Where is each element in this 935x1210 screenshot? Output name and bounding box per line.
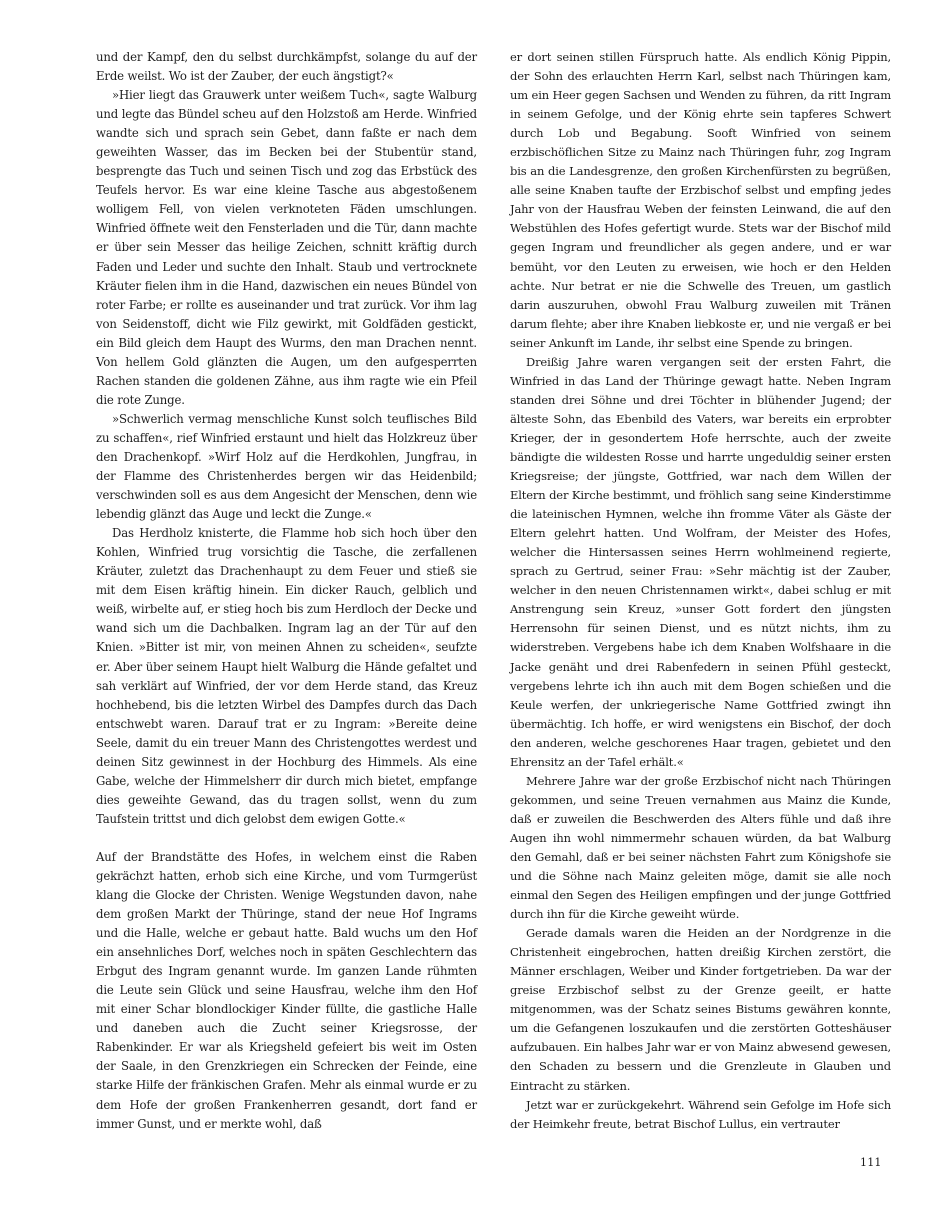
- paragraph: »Hier liegt das Grauwerk unter weißem Tuch«, sagte Walburg und legte das Bündel scheu auf den Holzstoß am Herde. Winfried wandte sich und sprach sein Gebet, dann faßte er nach dem geweihten Wasser, das im Becken bei der Stubentür stand, besprengte das Tuch und seinen Tisch und zog das Erbstück des Teufels hervor. Es war eine kleine Tasche aus abgestoßenem wolligem Fell, von vielen verknoteten Fäden umschlungen. Winfried öffnete weit den Fensterladen und die Tür, dann machte er über sein Messer das heilige Zeichen, schnitt kräftig durch Faden und Leder und suchte den Inhalt. Staub und vertrocknete Kräuter fielen ihm in die Hand, dazwischen ein neues Bündel von roter Farbe; er rollte es auseinander und trat zurück. Vor ihm lag von Seidenstoff, dicht wie Filz gewirkt, mit Goldfäden gestickt, ein Bild gleich dem Haupt des Wurms, den man Drachen nennt. Von hellem Gold glänzten die Augen, um den aufgesperrten Rachen standen die goldenen Zähne, aus ihm ragte wie ein Pfeil die rote Zunge.: [96, 88, 477, 407]
- paragraph: und der Kampf, den du selbst durchkämpfst, solange du auf der Erde weilst. Wo ist der Zauber, der euch ängstigt?«: [96, 50, 477, 84]
- paragraph: Gerade damals waren die Heiden an der Nordgrenze in die Christenheit eingebrochen, hatten dreißig Kirchen zerstört, die Männer erschlagen, Weiber und Kinder fortgetrieben. Da war der greise Erzbischof selbst zu der Grenze geeilt, er hatte mitgenommen, was der Schatz seines Bistums gewähren konnte, um die Gefangenen loszukaufen und die zerstörten Gotteshäuser aufzubauen. Ein halbes Jahr war er von Mainz abwesend gewesen, den Schaden zu bessern und die Grenzleute in Glauben und Eintracht zu stärken.: [510, 926, 891, 1093]
- paragraph-section-start: Auf der Brandstätte des Hofes, in welchem einst die Raben gekrächzt hatten, erhob sich eine Kirche, und vom Turmgerüst klang die Glocke der Christen. Wenige Wegstunden davon, nahe dem großen Markt der Thüringe, stand der neue Hof Ingrams und die Halle, welche er gebaut hatte. Bald wuchs um den Hof ein ansehnliches Dorf, welches noch in späten Geschlechtern das Erbgut des Ingram genannt wurde. Im ganzen Lande rühmten die Leute sein Glück und seine Hausfrau, welche ihm den Hof mit einer Schar blondlockiger Kinder füllte, die gastliche Halle und daneben auch die Zucht seiner Kriegsrosse, der Rabenkinder. Er war als Kriegsheld gefeiert bis weit im Osten der Saale, in den Grenzkriegen ein Schrecken der Feinde, eine starke Hilfe der fränkischen Grafen. Mehr als einmal wurde er zu dem Hofe der großen Frankenherren gesandt, dort fand er immer Gunst, und er merkte wohl, daß: [96, 849, 477, 1131]
- left-text-column: [96, 48, 477, 1134]
- paragraph: »Schwerlich vermag menschliche Kunst solch teuflisches Bild zu schaffen«, rief Winfried erstaunt und hielt das Holzkreuz über den Drachenkopf. »Wirf Holz auf die Herdkohlen, Jungfrau, in der Flamme des Christenherdes bergen wir das Heidenbild; verschwinden soll es aus dem Angesicht der Menschen, denn wie lebendig glänzt das Auge und leckt die Zunge.«: [96, 411, 477, 522]
- paragraph: Das Herdholz knisterte, die Flamme hob sich hoch über den Kohlen, Winfried trug vorsichtig die Tasche, die zerfallenen Kräuter, zuletzt das Drachenhaupt zu dem Feuer und stieß sie mit dem Eisen kräftig hinein. Ein dicker Rauch, gelblich und weiß, wirbelte auf, er stieg hoch bis zum Herdloch der Decke und wand sich um die Dachbalken. Ingram lag an der Tür auf den Knien. »Bitter ist mir, von meinen Ahnen zu scheiden«, seufzte er. Aber über seinem Haupt hielt Walburg die Hände gefaltet und sah verklärt auf Winfried, der vor dem Herde stand, das Kreuz hochhebend, bis die letzten Wirbel des Dampfes durch das Dach entschwebt waren. Darauf trat er zu Ingram: »Bereite deine Seele, damit du ein treuer Mann des Christengottes werdest und deinen Sitz gewinnest in der Hochburg des Himmels. Als eine Gabe, welche der Himmelsherr dir durch mich bietet, empfange dies geweihte Gewand, das du tragen sollst, wenn du zum Taufstein trittst und dich gelobst dem ewigen Gotte.«: [96, 526, 477, 826]
- paragraph: Dreißig Jahre waren vergangen seit der ersten Fahrt, die Winfried in das Land der Thüringe gewagt hatte. Neben Ingram standen drei Söhne und drei Töchter in blühender Jugend; der älteste Sohn, das Ebenbild des Vaters, war bereits ein erprobter Krieger, der in gesondertem Hofe herrschte, auch der zweite bändigte die wildesten Rosse und harrte ungeduldig seiner ersten Kriegsreise; der jüngste, Gottfried, war nach dem Willen der Eltern der Kirche bestimmt, und fröhlich sang seine Kinderstimme die lateinischen Hymnen, welche ihn fromme Väter als Gäste der Eltern gelehrt hatten. Und Wolfram, der Meister des Hofes, welcher die Hintersassen seines Herrn wohlmeinend regierte, sprach zu Gertrud, seiner Frau: »Sehr mächtig ist der Zauber, welcher in den neuen Christennamen wirkt«, dabei schlug er mit Anstrengung sein Kreuz, »unser Gott fordert den jüngsten Herrensohn für seinen Dienst, und es nützt nichts, ihm zu widerstreben. Vergebens habe ich dem Knaben Wolfshaare in die Jacke genäht und drei Rabenfedern in seinen Pfühl gesteckt, vergebens lehrte ich ihn auch mit dem Bogen schießen und die Keule werfen, der unkriegerische Name Gottfried zwingt ihn übermächtig. Ich hoffe, er wird wenigstens ein Bischof, der doch den anderen, welche geschorenes Haar tragen, gebietet und den Ehrensitz an der Tafel erhält.«: [510, 354, 891, 769]
- paragraph: er dort seinen stillen Fürspruch hatte. Als endlich König Pippin, der Sohn des erlauchten Herrn Karl, selbst nach Thüringen kam, um ein Heer gegen Sachsen und Wenden zu führen, da ritt Ingram in seinem Gefolge, und der König ehrte sein tapferes Schwert durch Lob und Begabung. Sooft Winfried von seinem erzbischöflichen Sitze zu Mainz nach Thüringen fuhr, zog Ingram bis an die Landesgrenze, den großen Kirchenfürsten zu begrüßen, alle seine Knaben taufte der Erzbischof selbst und empfing jedes Jahr von der Hausfrau Weben der feinsten Leinwand, die auf den Webstühlen des Hofes gefertigt wurde. Stets war der Bischof mild gegen Ingram und freundlicher als gegen andere, und er war bemüht, vor den Leuten zu erweisen, wie hoch er den Helden achte. Nur betrat er nie die Schwelle des Treuen, um gastlich darin auszuruhen, obwohl Frau Walburg zuweilen mit Tränen darum flehte; aber ihre Knaben liebkoste er, und nie vergaß er bei seiner Ankunft im Lande, ihr selbst eine Spende zu bringen.: [510, 50, 891, 350]
- page-number: 111: [860, 1156, 882, 1169]
- paragraph: Jetzt war er zurückgekehrt. Während sein Gefolge im Hofe sich der Heimkehr freute, betrat Bischof Lullus, ein vertrauter: [510, 1097, 891, 1131]
- right-text-column: [510, 48, 891, 1134]
- paragraph: Mehrere Jahre war der große Erzbischof nicht nach Thüringen gekommen, und seine Treuen vernahmen aus Mainz die Kunde, daß er zuweilen die Beschwerden des Alters fühle und daß ihre Augen ihn wohl nimmermehr schauen würden, da bat Walburg den Gemahl, daß er bei seiner nächsten Fahrt zum Königshofe sie und die Söhne nach Mainz geleiten möge, damit sie alle noch einmal den Segen des Heiligen empfingen und der junge Gottfried durch ihn für die Kirche geweiht würde.: [510, 773, 891, 922]
